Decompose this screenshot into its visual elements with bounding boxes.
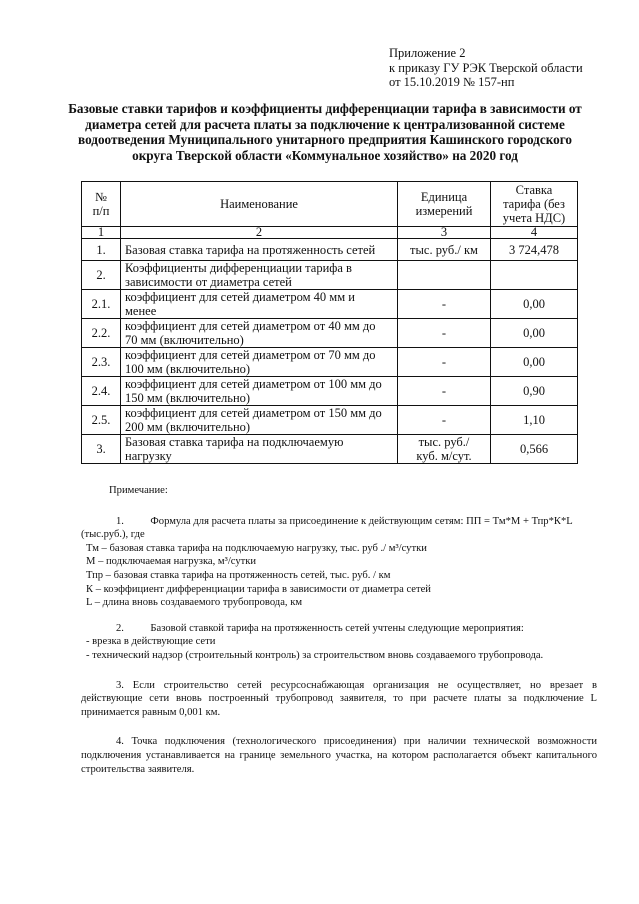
header-rate: Ставка тарифа (без учета НДС) bbox=[491, 182, 578, 227]
row-rate: 0,90 bbox=[491, 377, 578, 406]
table-row bbox=[82, 406, 578, 435]
note-1-formula: 1. Формула для расчета платы за присоединение к действующим сетям: ПП = Тм*М + Тпр*К*L bbox=[116, 515, 573, 527]
table-row bbox=[82, 261, 578, 290]
row-rate: 3 724,478 bbox=[491, 239, 578, 261]
row-name: коэффициент для сетей диаметром от 70 мм до 100 мм (включительно) bbox=[121, 348, 398, 377]
row-unit: тыс. руб./ куб. м/сут. bbox=[398, 435, 491, 464]
appendix-header bbox=[389, 46, 583, 90]
appendix-order: к приказу ГУ РЭК Тверской области bbox=[389, 60, 583, 75]
row-name: Базовая ставка тарифа на протяженность сетей bbox=[121, 239, 398, 261]
row-rate bbox=[491, 261, 578, 290]
row-unit: - bbox=[398, 290, 491, 319]
row-rate: 0,566 bbox=[491, 435, 578, 464]
note-1-m: М – подключаемая нагрузка, м³/сутки bbox=[86, 556, 257, 568]
row-unit: - bbox=[398, 319, 491, 348]
row-name: коэффициент для сетей диаметром 40 мм и менее bbox=[121, 290, 398, 319]
table-row bbox=[82, 239, 578, 261]
row-unit: - bbox=[398, 406, 491, 435]
header-num: № п/п bbox=[82, 182, 121, 227]
row-rate: 0,00 bbox=[491, 319, 578, 348]
row-unit: - bbox=[398, 377, 491, 406]
note-1-l: L – длина вновь создаваемого трубопровода, км bbox=[86, 597, 303, 609]
note-2: 2. Базовой ставкой тарифа на протяженность сетей учтены следующие мероприятия: bbox=[116, 622, 524, 634]
header-name: Наименование bbox=[121, 182, 398, 227]
row-unit: - bbox=[398, 348, 491, 377]
row-name: коэффициент для сетей диаметром от 100 мм до 150 мм (включительно) bbox=[121, 377, 398, 406]
col-number: 3 bbox=[398, 227, 491, 239]
note-1-k: К – коэффициент дифференциации тарифа в зависимости от диаметра сетей bbox=[86, 583, 431, 595]
table-row bbox=[82, 319, 578, 348]
notes-section bbox=[81, 484, 597, 776]
title-line: Базовые ставки тарифов и коэффициенты дифференциации тарифа в зависимости от bbox=[68, 101, 582, 116]
row-name: Базовая ставка тарифа на подключаемую нагрузку bbox=[121, 435, 398, 464]
note-3: 3. Если строительство сетей ресурсоснабжающая организация не осуществляет, но врезает в действующие сети вновь построенный трубопровод заявителя, то при расчете платы за подключение L принимается равным 0,001 км. bbox=[81, 679, 597, 718]
row-num: 3. bbox=[82, 435, 121, 464]
row-num: 2.1. bbox=[82, 290, 121, 319]
note-4: 4. Точка подключения (технологического присоединения) при наличии технической возможности подключения устанавливается на границе земельного участка, на котором располагается объект капитального строительства заявителя. bbox=[81, 736, 597, 775]
note-1-tm: Тм – базовая ставка тарифа на подключаемую нагрузку, тыс. руб ./ м³/сутки bbox=[86, 542, 427, 554]
row-num: 2.5. bbox=[82, 406, 121, 435]
title-line: водоотведения Муниципального унитарного предприятия Кашинского городского bbox=[78, 132, 572, 147]
document-title bbox=[60, 101, 590, 163]
header-unit: Единица измерений bbox=[398, 182, 491, 227]
col-number: 4 bbox=[491, 227, 578, 239]
row-num: 2. bbox=[82, 261, 121, 290]
row-num: 2.3. bbox=[82, 348, 121, 377]
tariff-table bbox=[81, 181, 578, 464]
row-num: 2.2. bbox=[82, 319, 121, 348]
column-number-row bbox=[82, 227, 578, 239]
row-rate: 0,00 bbox=[491, 290, 578, 319]
row-unit bbox=[398, 261, 491, 290]
table-row bbox=[82, 377, 578, 406]
col-number: 1 bbox=[82, 227, 121, 239]
table-row bbox=[82, 290, 578, 319]
note-1-tpr: Тпр – базовая ставка тарифа на протяженность сетей, тыс. руб. / км bbox=[86, 569, 391, 581]
note-2-item: - врезка в действующие сети bbox=[86, 636, 216, 648]
table-row bbox=[82, 435, 578, 464]
row-name: коэффициент для сетей диаметром от 40 мм до 70 мм (включительно) bbox=[121, 319, 398, 348]
notes-heading: Примечание: bbox=[109, 485, 168, 496]
row-name: коэффициент для сетей диаметром от 150 мм до 200 мм (включительно) bbox=[121, 406, 398, 435]
row-rate: 1,10 bbox=[491, 406, 578, 435]
row-num: 2.4. bbox=[82, 377, 121, 406]
row-num: 1. bbox=[82, 239, 121, 261]
title-line: округа Тверской области «Коммунальное хозяйство» на 2020 год bbox=[132, 147, 518, 163]
row-unit: тыс. руб./ км bbox=[398, 239, 491, 261]
row-rate: 0,00 bbox=[491, 348, 578, 377]
appendix-title: Приложение 2 bbox=[389, 46, 466, 60]
table-row bbox=[82, 348, 578, 377]
note-2-item: - технический надзор (строительный контроль) за строительством вновь создаваемого трубопровода. bbox=[86, 649, 544, 661]
col-number: 2 bbox=[121, 227, 398, 239]
title-line: диаметра сетей для расчета платы за подключение к централизованной системе bbox=[85, 116, 565, 132]
note-1-unit: (тыс.руб.), где bbox=[81, 529, 145, 541]
appendix-date: от 15.10.2019 № 157-нп bbox=[389, 75, 515, 89]
header-row bbox=[82, 182, 578, 227]
row-name: Коэффициенты дифференциации тарифа в зависимости от диаметра сетей bbox=[121, 261, 398, 290]
